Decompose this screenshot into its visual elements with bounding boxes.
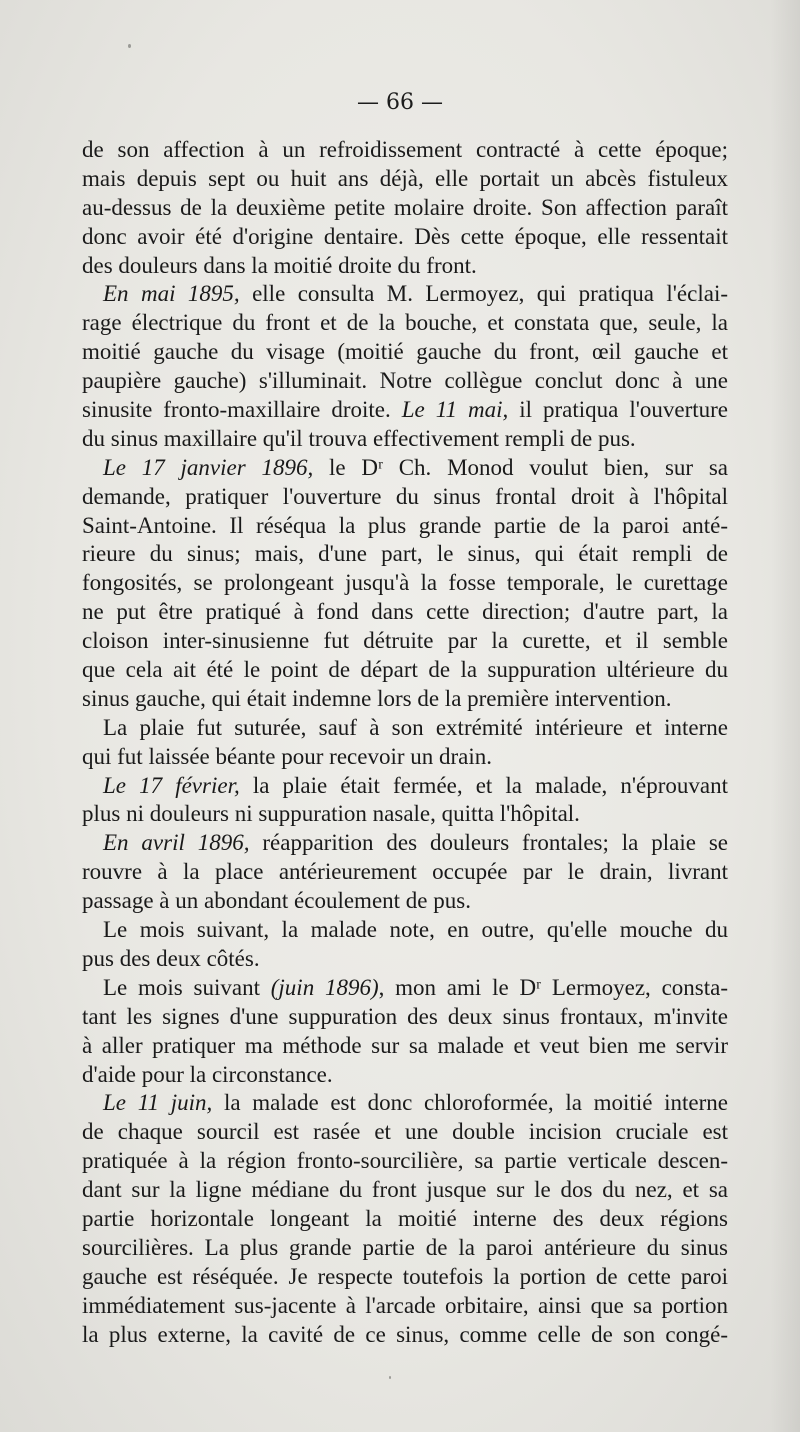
text-segment: gauche est réséquée. Je respecte toutefois la portion de cette paroi: [82, 1263, 728, 1289]
text-line: [82, 280, 728, 309]
text-line: [82, 772, 728, 801]
text-segment: Le mois suivant, la malade note, en outre, qu'elle mouche du: [103, 917, 728, 943]
text-segment: mais depuis sept ou huit ans déjà, elle portait un abcès fistuleux: [82, 165, 728, 191]
text-segment: il pratiqua l'ouverture: [508, 397, 728, 423]
paragraph: [82, 772, 728, 830]
text-segment: Le mois suivant: [103, 974, 271, 1000]
text-line: [82, 1147, 728, 1176]
text-line: [82, 1321, 728, 1350]
paragraph: [82, 974, 728, 1090]
text-line: [82, 656, 728, 685]
text-segment: la plus externe, la cavité de ce sinus, comme celle de son congé-: [82, 1321, 728, 1347]
text-line: [82, 136, 728, 165]
body-text: [82, 136, 728, 1349]
paragraph: [82, 1089, 728, 1349]
text-segment: des douleurs dans la moitié droite du front.: [82, 252, 477, 278]
text-line: [82, 454, 728, 483]
text-line: [82, 1118, 728, 1147]
text-line: [82, 396, 728, 425]
text-segment: à aller pratiquer ma méthode sur sa malade et veut bien me servir: [82, 1032, 728, 1058]
text-line: [82, 223, 728, 252]
text-segment: rouvre à la place antérieurement occupée par le drain, livrant: [82, 859, 728, 885]
paragraph: [82, 280, 728, 453]
text-segment: réapparition des douleurs frontales; la plaie se: [249, 830, 728, 856]
text-segment: immédiatement sus-jacente à l'arcade orbitaire, ainsi que sa portion: [82, 1292, 728, 1318]
text-line: [82, 569, 728, 598]
text-segment: de son affection à un refroidissement contracté à cette époque;: [82, 137, 728, 162]
text-line: [82, 309, 728, 338]
text-line: [82, 483, 728, 512]
text-line: [82, 425, 728, 454]
text-line: [82, 598, 728, 627]
text-segment: de chaque sourcil est rasée et une double incision cruciale est: [82, 1119, 728, 1145]
text-line: [82, 1003, 728, 1032]
text-line: [82, 367, 728, 396]
text-segment: que cela ait été le point de départ de la suppuration ultérieure du: [82, 657, 728, 683]
text-line: [82, 540, 728, 569]
italic-text: Le 17 février,: [103, 772, 240, 798]
text-segment: dant sur la ligne médiane du front jusque sur le dos du nez, et sa: [82, 1177, 728, 1203]
text-line: [82, 338, 728, 367]
paper-speck: [389, 1376, 391, 1379]
text-segment: rage électrique du front et de la bouche, et constata que, seule, la: [82, 310, 728, 336]
text-segment: paupière gauche) s'illuminait. Notre collègue conclut donc à une: [82, 368, 728, 394]
text-line: [82, 627, 728, 656]
text-line: [82, 1089, 728, 1118]
text-line: [82, 1205, 728, 1234]
text-line: [82, 1263, 728, 1292]
text-segment: ne put être pratiqué à fond dans cette direction; d'autre part, la: [82, 599, 728, 625]
italic-text: Le 17 janvier 1896,: [103, 454, 314, 480]
text-line: [82, 858, 728, 887]
text-segment: sinus gauche, qui était indemne lors de la première intervention.: [82, 685, 672, 711]
text-segment: La plaie fut suturée, sauf à son extrémité intérieure et interne: [103, 714, 728, 740]
text-segment: Saint-Antoine. Il réséqua la plus grande partie de la paroi anté-: [82, 512, 728, 538]
text-line: [82, 1032, 728, 1061]
text-line: [82, 1061, 728, 1090]
text-segment: moitié gauche du visage (moitié gauche du front, œil gauche et: [82, 339, 728, 365]
text-segment: tant les signes d'une suppuration des deux sinus frontaux, m'invite: [82, 1003, 728, 1029]
text-line: [82, 194, 728, 223]
text-line: [82, 1176, 728, 1205]
text-segment: , mon ami le Dʳ Lermoyez, consta-: [378, 974, 728, 1000]
italic-text: Le 11 mai,: [401, 397, 509, 423]
text-line: [82, 945, 728, 974]
italic-text: (juin 1896): [270, 974, 379, 1000]
text-line: [82, 887, 728, 916]
text-segment: au-dessus de la deuxième petite molaire droite. Son affection paraît: [82, 194, 728, 220]
text-segment: demande, pratiquer l'ouverture du sinus frontal droit à l'hôpital: [82, 483, 728, 509]
text-segment: partie horizontale longeant la moitié interne des deux régions: [82, 1205, 728, 1231]
text-line: [82, 165, 728, 194]
text-segment: la plaie était fermée, et la malade, n'éprouvant: [239, 772, 728, 798]
text-segment: d'aide pour la circonstance.: [82, 1061, 333, 1087]
text-segment: elle consulta M. Lermoyez, qui pratiqua l'éclai-: [239, 281, 728, 307]
text-line: [82, 1234, 728, 1263]
paragraph: [82, 829, 728, 916]
text-segment: qui fut laissée béante pour recevoir un drain.: [82, 743, 493, 769]
text-line: [82, 252, 728, 281]
text-line: [82, 800, 728, 829]
italic-text: En avril 1896,: [103, 830, 250, 856]
paragraph: [82, 916, 728, 974]
text-line: [82, 1292, 728, 1321]
page-number: — 66 —: [357, 90, 443, 115]
text-segment: sinusite fronto-maxillaire droite.: [82, 397, 402, 423]
text-line: [82, 512, 728, 541]
text-segment: rieure du sinus; mais, d'une part, le sinus, qui était rempli de: [82, 541, 728, 567]
paper-speck: [128, 44, 131, 48]
text-segment: sourcilières. La plus grande partie de la paroi antérieure du sinus: [82, 1234, 728, 1260]
text-segment: passage à un abondant écoulement de pus.: [82, 888, 471, 914]
text-segment: cloison inter-sinusienne fut détruite par la curette, et il semble: [82, 628, 728, 654]
italic-text: Le 11 juin,: [103, 1090, 213, 1116]
text-line: [82, 743, 728, 772]
text-segment: donc avoir été d'origine dentaire. Dès cette époque, elle ressentait: [82, 223, 728, 249]
text-line: [82, 685, 728, 714]
text-segment: plus ni douleurs ni suppuration nasale, quitta l'hôpital.: [82, 801, 580, 827]
text-line: [82, 714, 728, 743]
text-segment: pus des deux côtés.: [82, 945, 260, 971]
page-edge-shadow: [770, 0, 800, 1432]
text-segment: pratiquée à la région fronto-sourcilière, sa partie verticale descen-: [82, 1148, 728, 1174]
text-segment: la malade est donc chloroformée, la moitié interne: [212, 1090, 728, 1116]
text-line: [82, 916, 728, 945]
italic-text: En mai 1895,: [103, 281, 240, 307]
text-line: [82, 974, 728, 1003]
paragraph: [82, 714, 728, 772]
text-segment: le Dʳ Ch. Monod voulut bien, sur sa: [313, 454, 728, 480]
text-segment: fongosités, se prolongeant jusqu'à la fosse temporale, le curettage: [82, 570, 728, 596]
text-segment: du sinus maxillaire qu'il trouva effectivement rempli de pus.: [82, 425, 636, 451]
text-line: [82, 829, 728, 858]
paragraph: [82, 136, 728, 280]
paragraph: [82, 454, 728, 714]
